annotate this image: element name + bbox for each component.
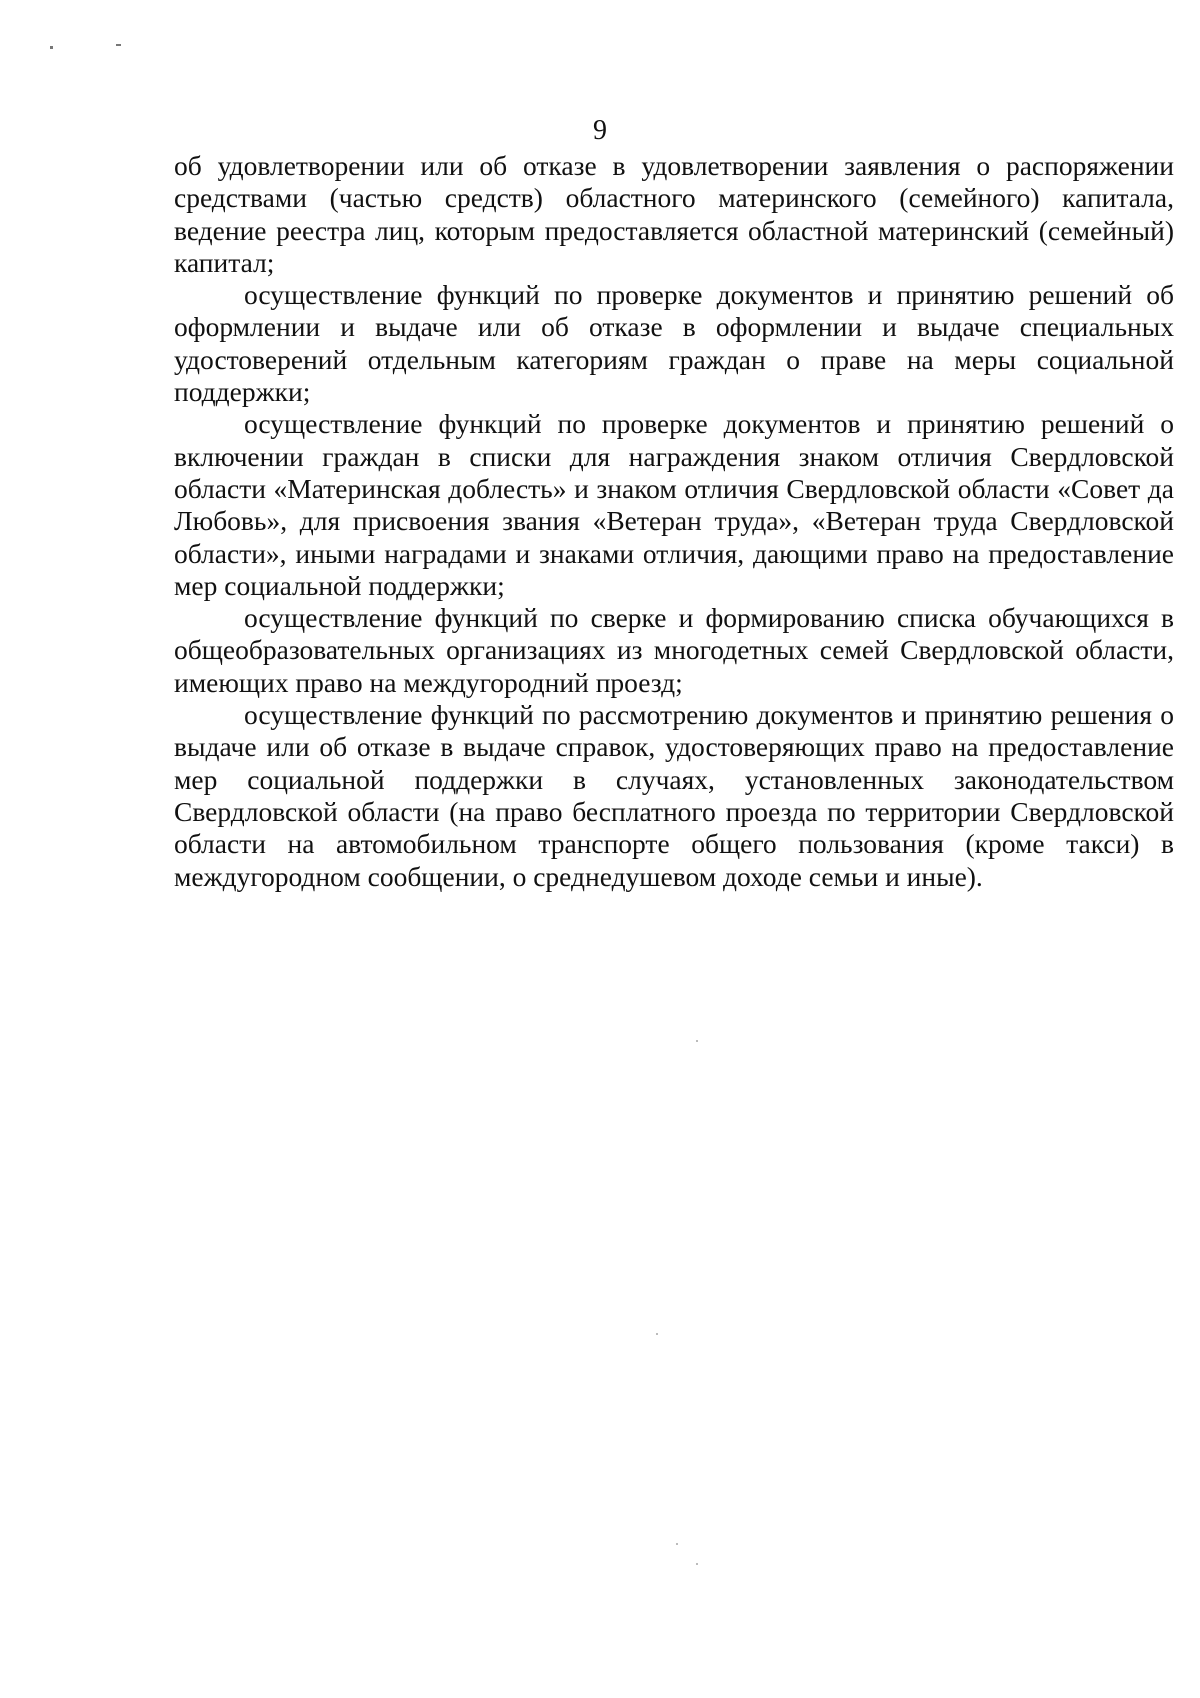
scan-speck xyxy=(50,46,53,49)
page-number: 9 xyxy=(593,115,607,146)
paragraph-maternity-capital: об удовлетворении или об отказе в удовлетворении заявления о распоряжении средствами (частью средств) областного материнского (семейного) капитала, ведение реестра лиц, которым предоставляется областной материнский (семейный) капитал; xyxy=(174,150,1174,278)
paragraph-special-certificates: осуществление функций по проверке документов и принятию решений об оформлении и выдаче или об отказе в оформлении и выдаче специальных удостоверений отдельным категориям граждан о праве на меры социальной поддержки; xyxy=(174,279,1174,408)
scan-speck xyxy=(676,1543,678,1545)
document-body xyxy=(174,150,1174,893)
scan-speck xyxy=(696,1040,698,1042)
paragraph-awards-lists: осуществление функций по проверке документов и принятию решений о включении граждан в списки для награждения знаком отличия Свердловской области «Материнская доблесть» и знаком отличия Свердловской области «Совет да Любовь», для присвоения звания «Ветеран труда», «Ветеран труда Свердловской области», иными наградами и знаками отличия, дающими право на предоставление мер социальной поддержки; xyxy=(174,408,1174,601)
paragraph-certificates-issuance: осуществление функций по рассмотрению документов и принятию решения о выдаче или об отказе в выдаче справок, удостоверяющих право на предоставление мер социальной поддержки в случаях, установленных законодательством Свердловской области (на право бесплатного проезда по территории Свердловской области на автомобильном транспорте общего пользования (кроме такси) в междугородном сообщении, о среднедушевом доходе семьи и иные). xyxy=(174,699,1174,892)
scan-speck xyxy=(696,1563,698,1565)
scan-speck xyxy=(656,1333,658,1335)
scan-speck xyxy=(116,44,121,46)
paragraph-student-travel: осуществление функций по сверке и формированию списка обучающихся в общеобразовательных организациях из многодетных семей Свердловской области, имеющих право на междугородний проезд; xyxy=(174,602,1174,698)
